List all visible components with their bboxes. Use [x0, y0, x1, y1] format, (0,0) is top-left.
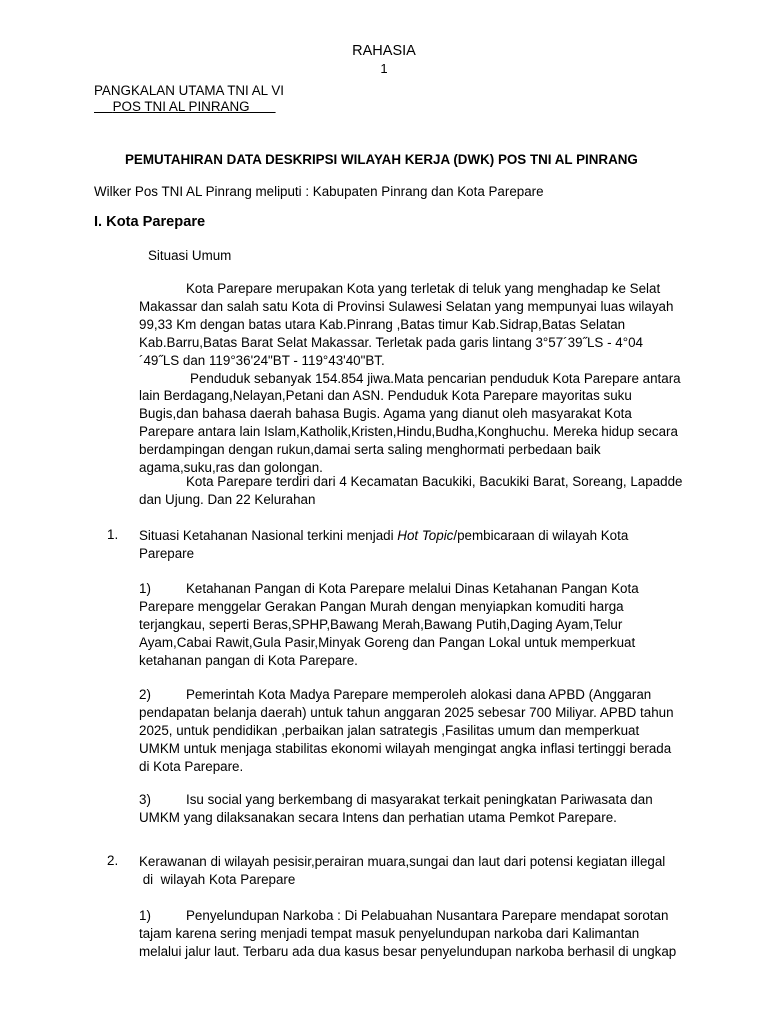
- paragraph-line: Penduduk sebanyak 154.854 jiwa.Mata pencarian penduduk Kota Parepare antara: [190, 370, 681, 386]
- paragraph-line: agama,suku,ras dan golongan.: [139, 460, 323, 476]
- sub-item-line: [139, 907, 714, 925]
- list-item-line: Parepare: [139, 545, 195, 561]
- list-item-italic: Hot Topic: [397, 528, 454, 543]
- org-subunit-pad-right: [250, 99, 276, 114]
- org-name: PANGKALAN UTAMA TNI AL VI: [94, 83, 285, 98]
- list-number: 2.: [107, 853, 119, 868]
- sub-item-line: UMKM yang dilaksanakan secara Intens dan perhatian utama Pemkot Parepare.: [139, 809, 617, 825]
- list-item-text: [139, 527, 714, 563]
- sub-item-number: 2): [139, 687, 151, 702]
- paragraph-line: dan Ujung. Dan 22 Kelurahan: [139, 491, 316, 507]
- sub-item-text: Penyelundupan Narkoba : Di Pelabuahan Nusantara Parepare mendapat sorotan: [186, 908, 669, 923]
- sub-item-line: ketahanan pangan di Kota Parepare.: [139, 652, 358, 668]
- sub-item-line: UMKM untuk menjaga stabilitas ekonomi wilayah mengingat angka inflasi tertinggi berada: [139, 740, 672, 756]
- sub-item: [139, 686, 714, 776]
- classification-label: RAHASIA: [352, 43, 416, 59]
- sub-item: [139, 791, 714, 827]
- paragraph-line: Makassar dan salah satu Kota di Provinsi Sulawesi Selatan yang mempunyai luas wilayah: [139, 298, 674, 314]
- paragraph-line: ´49˝LS dan 119°36'24"BT - 119°43'40"BT.: [139, 352, 385, 368]
- sub-item-number: 1): [139, 908, 151, 923]
- sub-item-line: Parepare menggelar Gerakan Pangan Murah dengan menyiapkan komuditi harga: [139, 598, 624, 614]
- sub-item-line: Ayam,Cabai Rawit,Gula Pasir,Minyak Goreng dan Pangan Lokal untuk memperkuat: [139, 634, 636, 650]
- sub-item-line: tajam karena sering menjadi tempat masuk penyelundupan narkoba dari Kalimantan: [139, 925, 640, 941]
- paragraph-line: berdampingan dengan rukun,damai serta saling menghormati perbedaan baik: [139, 442, 601, 458]
- intro-text: Wilker Pos TNI AL Pinrang meliputi : Kabupaten Pinrang dan Kota Parepare: [94, 184, 544, 199]
- document-title: PEMUTAHIRAN DATA DESKRIPSI WILAYAH KERJA (DWK) POS TNI AL PINRANG: [125, 152, 638, 167]
- sub-item-line: di Kota Parepare.: [139, 758, 244, 774]
- org-subunit-label: POS TNI AL PINRANG: [112, 99, 250, 114]
- sub-item-line: [139, 686, 714, 704]
- paragraph-line: Kota Parepare terdiri dari 4 Kecamatan Bacukiki, Bacukiki Barat, Soreang, Lapadde: [186, 474, 683, 489]
- section-heading: I. Kota Parepare: [94, 214, 206, 230]
- page-number: 1: [380, 61, 388, 76]
- org-subunit-pad-left: [94, 99, 113, 114]
- sub-item-line: melalui jalur laut. Terbaru ada dua kasus besar penyelundupan narkoba berhasil di ungkap: [139, 943, 677, 959]
- paragraph-districts: [139, 473, 714, 509]
- sub-item-line: [139, 791, 714, 809]
- list-item-text-post: /pembicaraan di wilayah Kota: [453, 528, 629, 543]
- paragraph-line: Bugis,dan bahasa daerah bahasa Bugis. Agama yang dianut oleh masyarakat Kota: [139, 406, 632, 422]
- sub-item-text: Ketahanan Pangan di Kota Parepare melalui Dinas Ketahanan Pangan Kota: [186, 581, 639, 596]
- sub-item-text: Pemerintah Kota Madya Parepare memperoleh alokasi dana APBD (Anggaran: [186, 687, 652, 702]
- paragraph-line: lain Berdagang,Nelayan,Petani dan ASN. Penduduk Kota Parepare mayoritas suku: [139, 388, 632, 404]
- list-item-text: [139, 853, 714, 889]
- paragraph-population: [139, 370, 714, 477]
- paragraph-line: Kab.Barru,Batas Barat Selat Makassar. Terletak pada garis lintang 3°57´39˝LS - 4°04: [139, 334, 643, 350]
- sub-item-text: Isu social yang berkembang di masyarakat terkait peningkatan Pariwasata dan: [186, 792, 653, 807]
- paragraph-geography: [139, 280, 714, 370]
- list-item-line: Kerawanan di wilayah pesisir,perairan muara,sungai dan laut dari potensi kegiatan illegal: [139, 854, 666, 869]
- list-item-line: [139, 527, 714, 545]
- sub-item-line: pendapatan belanja daerah) untuk tahun anggaran 2025 sebesar 700 Miliyar. APBD tahun: [139, 704, 674, 720]
- sub-item-line: [139, 580, 714, 598]
- list-item-text-pre: Situasi Ketahanan Nasional terkini menjadi: [139, 528, 398, 543]
- sub-item-line: terjangkau, seperti Beras,SPHP,Bawang Merah,Bawang Putih,Daging Ayam,Telur: [139, 616, 623, 632]
- list-item-line: di wilayah Kota Parepare: [139, 871, 296, 887]
- list-number: 1.: [107, 527, 119, 542]
- sub-item-number: 3): [139, 792, 151, 807]
- org-subunit: [94, 99, 276, 114]
- sub-item: [139, 907, 714, 961]
- subheading-situasi-umum: Situasi Umum: [148, 248, 232, 263]
- sub-item: [139, 580, 714, 670]
- paragraph-line: Parepare antara lain Islam,Katholik,Kristen,Hindu,Budha,Konghuchu. Mereka hidup secara: [139, 424, 678, 440]
- sub-item-number: 1): [139, 581, 151, 596]
- paragraph-line: Kota Parepare merupakan Kota yang terletak di teluk yang menghadap ke Selat: [186, 281, 661, 296]
- sub-item-line: 2025, untuk pendidikan ,perbaikan jalan satrategis ,Fasilitas umum dan memperkuat: [139, 722, 640, 738]
- paragraph-line: 99,33 Km dengan batas utara Kab.Pinrang ,Batas timur Kab.Sidrap,Batas Selatan: [139, 316, 626, 332]
